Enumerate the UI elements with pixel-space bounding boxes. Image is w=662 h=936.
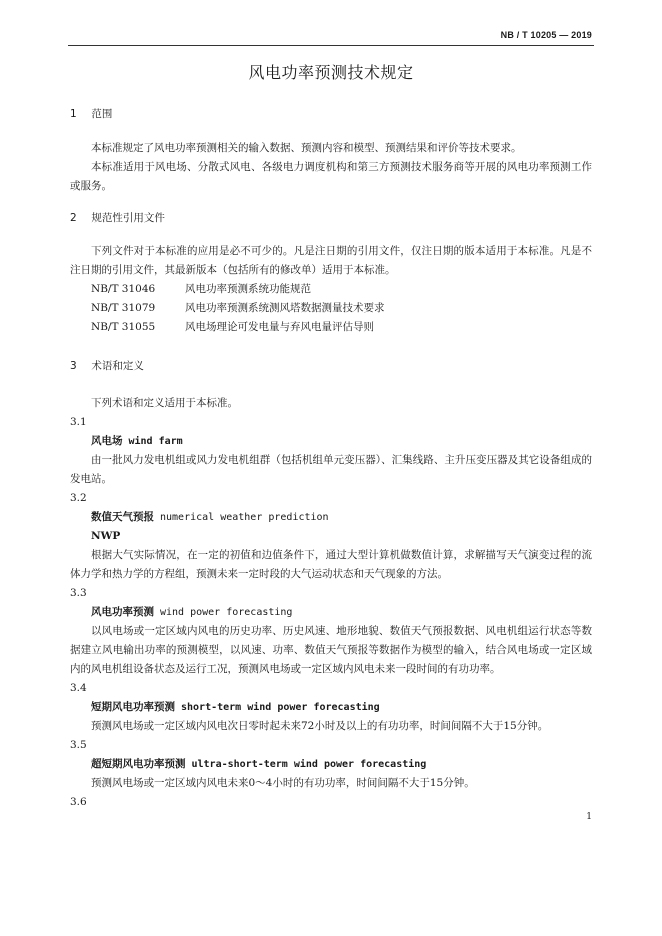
term-number: 3.4: [70, 682, 87, 694]
section-1: [70, 105, 592, 124]
reference-item: [70, 280, 592, 299]
term-definition: 根据大气实际情况，在一定的初值和边值条件下，通过大型计算机做数值计算，求解描写天气演变过程的流体力学和热力学的方程组，预测未来一定时段的大气运动状态和天气现象的方法。: [70, 549, 592, 580]
term-cn: 数值天气预报: [91, 511, 154, 523]
term-definition: 预测风电场或一定区域内风电次日零时起未来72小时及以上的有功功率，时间间隔不大于15分钟。: [91, 720, 549, 732]
reference-name: 风电场理论可发电量与弃风电量评估导则: [185, 321, 374, 333]
reference-item: [70, 299, 592, 318]
section-number: 2: [70, 212, 77, 224]
section-number: 1: [70, 108, 77, 120]
standard-number: NB / T 10205 — 2019: [500, 30, 592, 40]
term-title: [70, 432, 592, 451]
term-number: 3.1: [70, 416, 87, 428]
term-en: wind farm: [128, 436, 183, 447]
paragraph: 下列术语和定义适用于本标准。: [91, 397, 238, 409]
term-number: 3.6: [70, 796, 87, 808]
section-number: 3: [70, 360, 77, 372]
section-title: 术语和定义: [91, 360, 144, 372]
term-en: ultra-short-term wind power forecasting: [191, 759, 427, 770]
term-title: [70, 508, 592, 527]
term-definition: 以风电场或一定区域内风电的历史功率、历史风速、地形地貌、数值天气预报数据、风电机组运行状态等数据建立风电输出功率的预测模型，以风速、功率、数值天气预报等数据作为模型的输入，结合风电场或一定区域内的风电机组设备状态及运行工况，预测风电场或一定区域内风电未来一段时间的有功功率。: [70, 625, 592, 675]
section-2: [70, 209, 592, 228]
section-2-body: [70, 242, 592, 337]
header-rule: [68, 45, 594, 46]
reference-name: 风电功率预测系统测风塔数据测量技术要求: [185, 302, 385, 314]
term-number: 3.3: [70, 587, 87, 599]
term-definition: 由一批风力发电机组或风力发电机组群（包括机组单元变压器）、汇集线路、主升压变压器及其它设备组成的发电站。: [70, 454, 592, 485]
section-3-heading: [70, 357, 592, 376]
section-1-body: [70, 139, 592, 196]
term-cn: 短期风电功率预测: [91, 701, 175, 713]
term-number: 3.2: [70, 492, 87, 504]
term-number: 3.5: [70, 739, 87, 751]
reference-name: 风电功率预测系统功能规范: [185, 283, 311, 295]
section-3: [70, 357, 592, 376]
paragraph: 本标准规定了风电功率预测相关的输入数据、预测内容和模型、预测结果和评价等技术要求。: [91, 142, 522, 154]
term-title: [70, 698, 592, 717]
reference-code: NB/T 31055: [91, 321, 156, 333]
reference-code: NB/T 31079: [91, 302, 156, 314]
section-1-heading: [70, 105, 592, 124]
section-3-body: [70, 394, 592, 812]
term-title: [70, 603, 592, 622]
section-title: 范围: [91, 108, 113, 120]
term-title: [70, 755, 592, 774]
term-cn: 超短期风电功率预测: [91, 758, 186, 770]
term-cn: 风电场: [91, 435, 123, 447]
reference-item: [70, 318, 592, 337]
term-definition: 预测风电场或一定区域内风电未来0～4小时的有功功率，时间间隔不大于15分钟。: [91, 777, 475, 789]
term-en: short-term wind power forecasting: [181, 702, 380, 713]
paragraph: 下列文件对于本标准的应用是必不可少的。凡是注日期的引用文件，仅注日期的版本适用于本标准。凡是不注日期的引用文件，其最新版本（包括所有的修改单）适用于本标准。: [70, 245, 592, 276]
document-title: 风电功率预测技术规定: [248, 63, 414, 82]
section-title: 规范性引用文件: [91, 212, 165, 224]
paragraph: 本标准适用于风电场、分散式风电、各级电力调度机构和第三方预测技术服务商等开展的风电功率预测工作或服务。: [70, 161, 592, 192]
term-en: numerical weather prediction: [160, 512, 329, 523]
reference-code: NB/T 31046: [91, 283, 156, 295]
page-number: 1: [586, 812, 592, 822]
term-abbr: NWP: [91, 530, 121, 542]
section-2-heading: [70, 209, 592, 228]
term-cn: 风电功率预测: [91, 606, 154, 618]
term-en: wind power forecasting: [160, 607, 293, 618]
